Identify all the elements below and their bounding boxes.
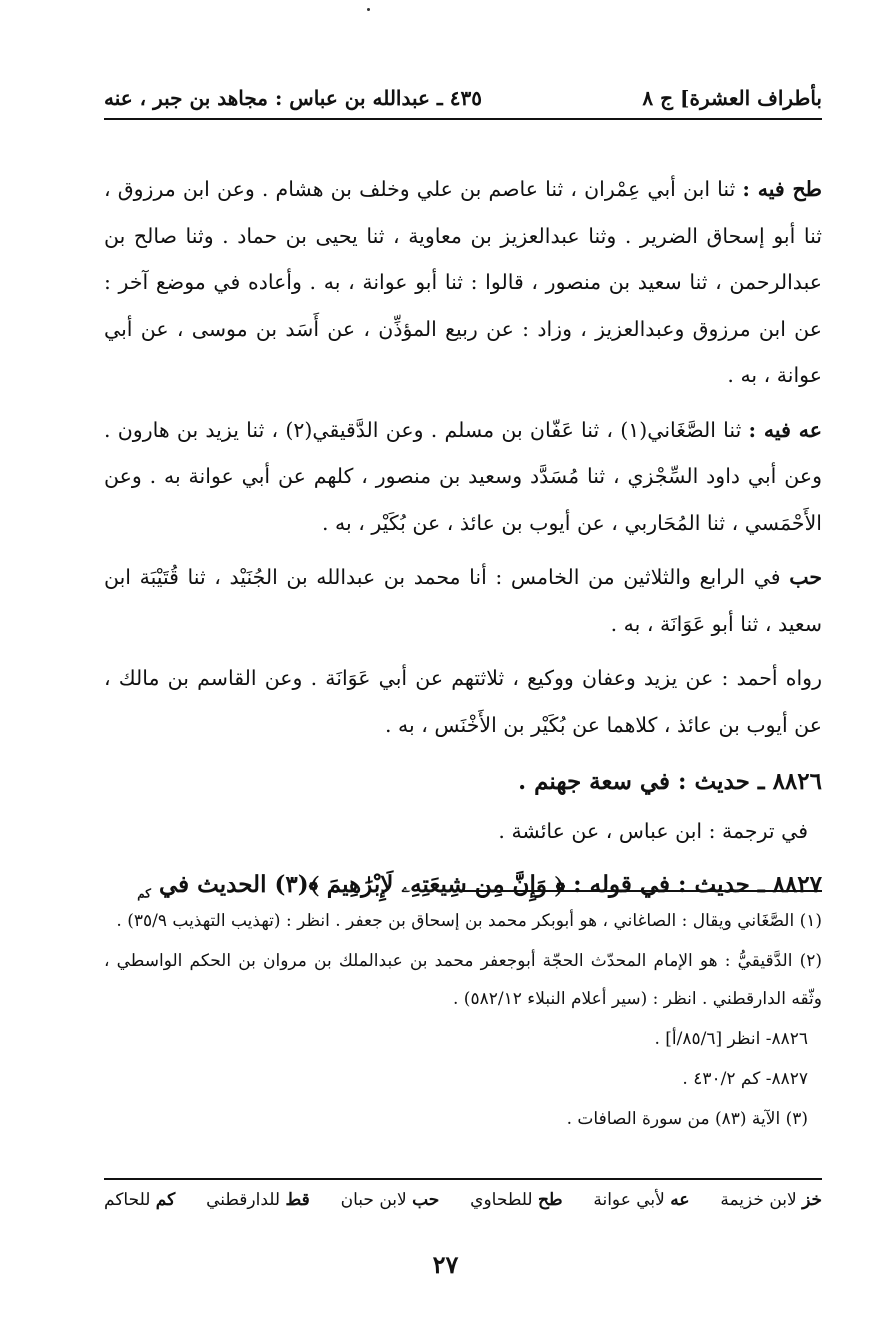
scan-speck bbox=[367, 8, 370, 11]
paragraph-ahmad bbox=[104, 655, 822, 748]
paragraph-text: ثنا الصَّغَاني(١) ، ثنا عَفّان بن مسلم . وعن الدَّقيقي(٢) ، ثنا يزيد بن هارون . وعن أبي داود السِّجْزي ، ثنا مُسَدَّد وسعيد بن منصور ، كلهم عن أبي عوانة به . وعن الأَحْمَسي ، ثنا المُحَاربي ، عن أيوب بن عائذ ، عن بُكَيْر ، به . bbox=[104, 417, 822, 535]
abbrev-code: كم bbox=[155, 1190, 176, 1210]
abbrev-item bbox=[206, 1190, 310, 1210]
abbrev-code: طح bbox=[537, 1190, 563, 1210]
footnote-8826: ٨٨٢٦- انظر [٨٥/٦/أ] . bbox=[654, 1029, 808, 1049]
paragraph-ah bbox=[104, 407, 822, 547]
hadith-8826-subtitle: في ترجمة : ابن عباس ، عن عائشة . bbox=[498, 819, 808, 843]
paragraph-hb bbox=[104, 554, 822, 647]
abbrev-code: حب bbox=[412, 1190, 440, 1210]
footnote-3: (٣) الآية (٨٣) من سورة الصافات . bbox=[566, 1109, 808, 1129]
abbrev-item bbox=[593, 1190, 689, 1210]
abbrev-item bbox=[720, 1190, 822, 1210]
abbrev-name: لأبي عوانة bbox=[593, 1190, 665, 1210]
footnote-separator bbox=[462, 890, 822, 892]
footnotes bbox=[104, 902, 822, 1140]
header-chapter: ٤٣٥ ـ عبدالله بن عباس : مجاهد بن جبر ، عنه bbox=[104, 86, 482, 110]
abbreviation-key bbox=[104, 1190, 822, 1210]
abbrev-item bbox=[104, 1190, 175, 1210]
abbrev-name: للحاكم bbox=[104, 1190, 151, 1210]
paragraph-lead: عه فيه : bbox=[748, 417, 822, 442]
abbrev-name: للطحاوي bbox=[470, 1190, 533, 1210]
abbrev-item bbox=[341, 1190, 440, 1210]
paragraph-tah bbox=[104, 166, 822, 399]
hadith-8827-text: ٨٨٢٧ ـ حديث : في قوله : ﴿ وَإِنَّ مِن شِيعَتِهِۦ لَإِبْرَٰهِيمَ ﴾(٣) الحديث في bbox=[158, 870, 822, 898]
abbreviation-separator bbox=[104, 1178, 822, 1180]
abbrev-name: لابن خزيمة bbox=[720, 1190, 797, 1210]
main-text bbox=[104, 166, 822, 919]
abbrev-code: قط bbox=[285, 1190, 310, 1210]
paragraph-lead: حب bbox=[789, 565, 822, 589]
hadith-8827-marker: كم bbox=[137, 886, 151, 901]
running-header bbox=[104, 78, 822, 120]
paragraph-text: في الرابع والثلاثين من الخامس : أنا محمد بن عبدالله بن الجُنَيْد ، ثنا قُتَيْبَة ابن سعيد ، ثنا أبو عَوَانَة ، به . bbox=[104, 565, 822, 636]
footnote-2: (٢) الدَّقيقيُّ : هو الإمام المحدّث الحجّة أبوجعفر محمد بن عبدالملك بن مروان بن الحكم الواسطي ، وثّقه الدارقطني . انظر : (سير أعلام النبلاء ٥٨٢/١٢) . bbox=[104, 951, 822, 1009]
header-volume: بأطراف العشرة] ج ٨ bbox=[642, 86, 822, 110]
hadith-8826-heading: ٨٨٢٦ ـ حديث : في سعة جهنم . bbox=[518, 768, 822, 795]
abbrev-code: خز bbox=[802, 1190, 822, 1210]
page-number: ٢٧ bbox=[432, 1250, 459, 1279]
abbrev-code: عه bbox=[670, 1190, 690, 1210]
abbrev-item bbox=[470, 1190, 562, 1210]
abbrev-name: للدارقطني bbox=[206, 1190, 281, 1210]
footnote-1: (١) الصَّغَاني ويقال : الصاغاني ، هو أبوبكر محمد بن إسحاق بن جعفر . انظر : (تهذيب التهذيب ٣٥/٩) . bbox=[116, 911, 822, 931]
footnote-8827: ٨٨٢٧- كم ٤٣٠/٢ . bbox=[682, 1069, 808, 1089]
paragraph-text: ثنا ابن أبي عِمْران ، ثنا عاصم بن علي وخلف بن هشام . وعن ابن مرزوق ، ثنا أبو إسحاق الضرير . وثنا عبدالعزيز بن معاوية ، ثنا يحيى بن حماد . وثنا صالح بن عبدالرحمن ، ثنا سعيد بن منصور ، قالوا : ثنا أبو عوانة ، به . وأعاده في موضع آخر : عن ابن مرزوق وعبدالعزيز ، وزاد : عن ربيع المؤذِّن ، عن أَسَد بن موسى ، عن أبي عوانة ، به . bbox=[104, 177, 822, 387]
abbrev-name: لابن حبان bbox=[340, 1190, 407, 1210]
paragraph-text: رواه أحمد : عن يزيد وعفان ووكيع ، ثلاثتهم عن أبي عَوَانَة . وعن القاسم بن مالك ، عن أيوب بن عائذ ، كلاهما عن بُكَيْر بن الأَخْنَس ، به . bbox=[104, 666, 822, 737]
paragraph-lead: طح فيه : bbox=[742, 177, 822, 201]
